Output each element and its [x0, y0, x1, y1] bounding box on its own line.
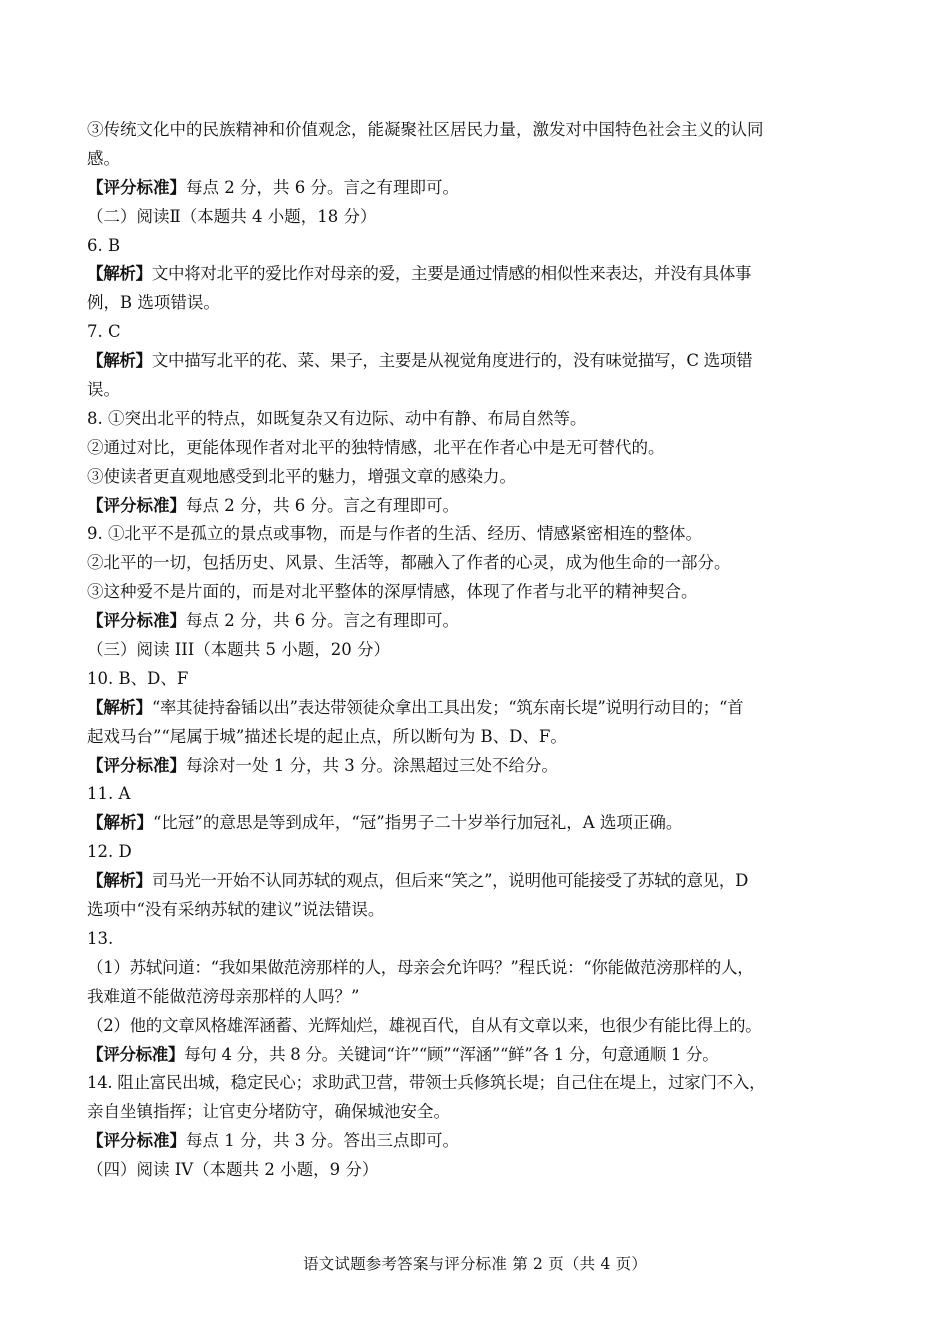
line-text: 我难道不能做范滂母亲那样的人吗？”	[87, 986, 360, 1006]
analysis-tag: 【解析】	[87, 264, 152, 284]
line-text: ③这种爱不是片面的，而是对北平整体的深厚情感，体现了作者与北平的精神契合。	[87, 582, 698, 602]
answer-line	[87, 405, 867, 434]
scoring-standard-line	[87, 752, 867, 781]
scoring-tag: 【评分标准】	[87, 495, 186, 515]
translation-line	[87, 954, 867, 983]
analysis-tag: 【解析】	[87, 697, 152, 717]
line-text: ③传统文化中的民族精神和价值观念，能凝聚社区居民力量，激发对中国特色社会主义的认同	[87, 120, 764, 139]
text-line	[87, 434, 867, 463]
section-heading	[87, 203, 867, 232]
answer-line	[87, 318, 867, 347]
line-text: 12. D	[87, 842, 132, 862]
line-text: 司马光一开始不认同苏轼的观点，但后来“笑之”，说明他可能接受了苏轼的意见，D	[151, 871, 749, 891]
text-line	[87, 116, 867, 145]
scoring-tag: 【评分标准】	[87, 611, 186, 631]
answer-line	[87, 665, 867, 694]
scoring-tag: 【评分标准】	[87, 1044, 185, 1064]
line-text: 选项中“没有采纳苏轼的建议”说法错误。	[87, 900, 385, 920]
analysis-tag: 【解析】	[87, 871, 152, 891]
line-text: 感。	[87, 148, 120, 168]
answer-line	[87, 232, 867, 261]
line-text: 文中将对北平的爱比作对母亲的爱，主要是通过情感的相似性来表达，并没有具体事	[151, 264, 752, 284]
text-line	[87, 723, 867, 752]
analysis-line	[87, 809, 867, 838]
translation-line	[87, 1012, 867, 1041]
line-text: “率其徒持畚锸以出”表达带领徒众拿出工具出发；“筑东南长堤”说明行动目的；“首	[151, 697, 744, 717]
scoring-standard-line	[87, 492, 867, 521]
scoring-tag: 【评分标准】	[87, 755, 186, 775]
line-text: 每点 2 分，共 6 分。言之有理即可。	[186, 611, 459, 631]
analysis-line	[87, 347, 867, 376]
line-text: 每点 1 分，共 3 分。答出三点即可。	[186, 1131, 459, 1151]
line-text: 每涂对一处 1 分，共 3 分。涂黑超过三处不给分。	[186, 755, 558, 775]
line-text: 6. B	[87, 235, 121, 255]
answer-line	[87, 1069, 867, 1098]
scoring-standard-line	[87, 174, 867, 203]
analysis-line	[87, 867, 867, 896]
text-line	[87, 145, 867, 174]
line-text: （三）阅读 III（本题共 5 小题，20 分）	[87, 640, 391, 660]
analysis-tag: 【解析】	[87, 813, 153, 833]
text-line	[87, 1098, 867, 1127]
answer-line	[87, 520, 867, 549]
scoring-tag: 【评分标准】	[87, 177, 186, 197]
line-text: 起戏马台”“尾属于城”描述长堤的起止点，所以断句为 B、D、F。	[87, 726, 567, 746]
answer-line	[87, 780, 867, 809]
page-footer: 语文试题参考答案与评分标准 第 2 页（共 4 页）	[302, 1255, 648, 1273]
line-text: 9. ①北平不是孤立的景点或事物，而是与作者的生活、经历、情感紧密相连的整体。	[87, 524, 702, 544]
analysis-tag: 【解析】	[87, 351, 152, 371]
line-text: ③使读者更直观地感受到北平的魅力，增强文章的感染力。	[87, 466, 516, 486]
line-text: （二）阅读Ⅱ（本题共 4 小题，18 分）	[87, 206, 377, 226]
section-heading	[87, 636, 867, 665]
scoring-tag: 【评分标准】	[87, 1131, 186, 1151]
text-line	[87, 289, 867, 318]
line-text: 10. B、D、F	[87, 668, 189, 688]
line-text: 例，B 选项错误。	[87, 293, 220, 313]
answer-line	[87, 838, 867, 867]
line-text: 14. 阻止富民出城，稳定民心；求助武卫营，带领士兵修筑长堤；自己住在堤上，过家门不入，	[87, 1073, 766, 1093]
text-line	[87, 578, 867, 607]
line-text: ②通过对比，更能体现作者对北平的独特情感，北平在作者心中是无可替代的。	[87, 437, 665, 457]
line-text: ②北平的一切，包括历史、风景、生活等，都融入了作者的心灵，成为他生命的一部分。	[87, 553, 731, 573]
line-text: （2）他的文章风格雄浑涵蓄、光辉灿烂，雄视百代，自从有文章以来，也很少有能比得上的。	[87, 1015, 762, 1035]
line-text: 11. A	[87, 784, 131, 804]
line-text: 文中描写北平的花、菜、果子，主要是从视觉角度进行的，没有味觉描写，C 选项错	[151, 351, 753, 371]
line-text: 亲自坐镇指挥；让官吏分堵防守，确保城池安全。	[87, 1102, 450, 1122]
line-text: 13.	[87, 928, 114, 948]
line-text: 8. ①突出北平的特点，如既复杂又有边际、动中有静、布局自然等。	[87, 408, 587, 428]
scoring-standard-line	[87, 607, 867, 636]
analysis-line	[87, 694, 867, 723]
scoring-standard-line	[87, 1041, 867, 1070]
line-text: （1）苏轼问道：“我如果做范滂那样的人，母亲会允许吗？”程氏说：“你能做范滂那样的人，	[87, 957, 754, 977]
line-text: 每句 4 分，共 8 分。关键词“许”“顾”“浑涵”“鲜”各 1 分，句意通顺 1 分。	[184, 1044, 719, 1064]
line-text: 7. C	[87, 322, 121, 342]
line-text: 每点 2 分，共 6 分。言之有理即可。	[186, 495, 459, 515]
text-line	[87, 549, 867, 578]
answer-line	[87, 925, 867, 954]
line-text: 每点 2 分，共 6 分。言之有理即可。	[186, 177, 459, 197]
line-text: “比冠”的意思是等到成年，“冠”指男子二十岁举行加冠礼，A 选项正确。	[153, 813, 683, 833]
text-line	[87, 983, 867, 1012]
section-heading	[87, 1156, 867, 1185]
line-text: 误。	[87, 380, 120, 400]
answer-content	[87, 116, 867, 1185]
line-text: （四）阅读 IV（本题共 2 小题，9 分）	[87, 1160, 379, 1180]
scoring-standard-line	[87, 1127, 867, 1156]
text-line	[87, 376, 867, 405]
text-line	[87, 896, 867, 925]
text-line	[87, 463, 867, 492]
analysis-line	[87, 260, 867, 289]
